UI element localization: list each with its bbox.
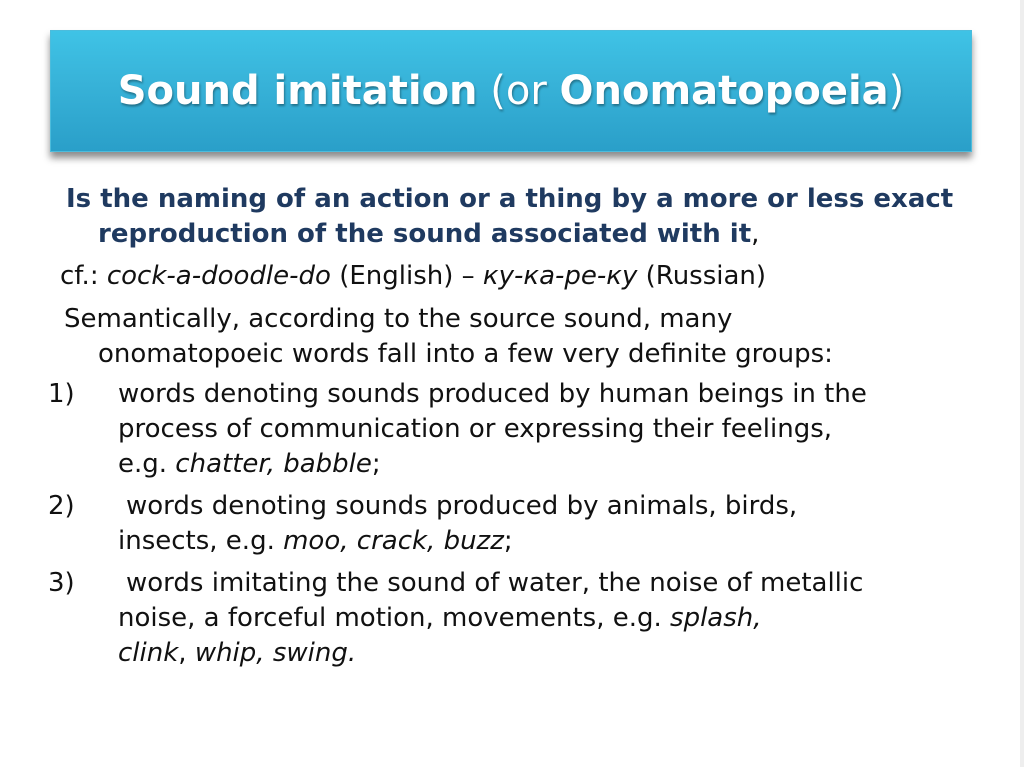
title-main: Sound imitation <box>117 68 478 114</box>
cf-english-word: cock-a-doodle-do <box>106 261 331 291</box>
group-1-examples: chatter, babble <box>175 449 372 479</box>
cf-russian-label: (Russian) <box>637 261 767 291</box>
group-3-line-2 <box>118 605 762 631</box>
title-open: (or <box>477 68 560 114</box>
group-2-line-2 <box>118 528 513 554</box>
group-3-examples-b: whip, swing. <box>194 638 357 668</box>
cf-line <box>60 263 766 289</box>
group-1-line-1: words denoting sounds produced by human beings in the <box>118 379 867 409</box>
definition-comma: , <box>751 219 760 249</box>
definition-line-1: Is the naming of an action or a thing by a more or less exact <box>66 184 954 214</box>
group-1-number: 1) <box>48 379 75 409</box>
cf-english-label: (English) – <box>330 261 483 291</box>
title-close: ) <box>888 68 905 114</box>
group-3-sep: , <box>178 638 195 668</box>
group-3-example-clink: clink <box>118 638 179 668</box>
group-3-line-1: words imitating the sound of water, the noise of metallic <box>126 568 864 598</box>
group-2-line-1: words denoting sounds produced by animals, birds, <box>126 491 798 521</box>
definition-line-2 <box>98 221 759 247</box>
group-3-prefix: noise, a forceful motion, movements, e.g. <box>118 603 671 633</box>
group-1-suffix: ; <box>371 449 381 479</box>
semantics-line-1: Semantically, according to the source sound, many <box>64 304 733 334</box>
semantics-line-2: onomatopoeic words fall into a few very definite groups: <box>98 339 833 369</box>
group-3-number: 3) <box>48 568 75 598</box>
group-2-examples: moo, crack, buzz <box>283 526 504 556</box>
group-2-prefix: insects, e.g. <box>118 526 284 556</box>
group-1-eg: e.g. <box>118 449 176 479</box>
group-3-line-3 <box>118 640 356 666</box>
group-2-suffix: ; <box>503 526 513 556</box>
group-1-line-3 <box>118 451 381 477</box>
group-3-examples-a: splash, <box>670 603 762 633</box>
cf-prefix: cf.: <box>60 261 107 291</box>
definition-line-2-text: reproduction of the sound associated with it <box>98 219 752 249</box>
group-1-line-2: process of communication or expressing their feelings, <box>118 414 833 444</box>
title-term: Onomatopoeia <box>559 68 889 114</box>
cf-russian-word: ку-ка-ре-ку <box>482 261 638 291</box>
group-2-number: 2) <box>48 491 75 521</box>
